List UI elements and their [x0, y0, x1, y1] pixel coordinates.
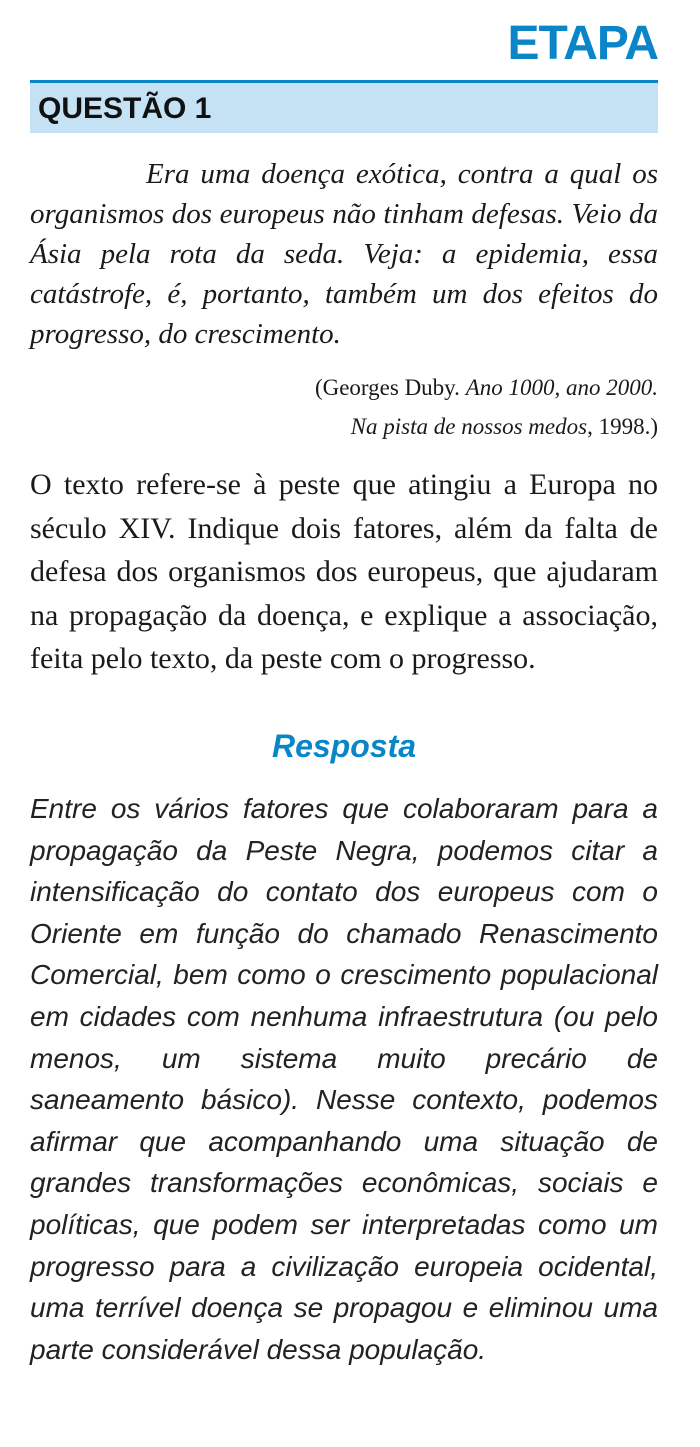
citation-title-line2: Na pista de nossos medos: [350, 414, 588, 439]
answer-heading: Resposta: [271, 728, 417, 764]
quote-citation: [30, 368, 658, 446]
answer-body: Entre os vários fatores que colaboraram para a propagação da Peste Negra, podemos citar a intensificação do contato dos europeus com o Oriente em função do chamado Renascimento Comercial, bem como o crescimento populacional em cidades com nenhuma infraestrutura (ou pelo menos, um sistema muito precário de saneamento básico). Nesse contexto, podemos afirmar que acompanhando uma situação de grandes transformações econômicas, sociais e políticas, que podem ser interpretadas como um progresso para a civilização europeia ocidental, uma terrível doença se propagou e eliminou uma parte considerável dessa população.: [30, 793, 658, 1365]
citation-title-line1: Ano 1000, ano 2000.: [465, 375, 658, 400]
brand-logo: ETAPA: [507, 17, 658, 70]
question-title: QUESTÃO 1: [38, 92, 212, 125]
question-prompt: O texto refere-se à peste que atingiu a Europa no século XIV. Indique dois fatores, além da falta de defesa dos organismos dos europeus, que ajudaram na propagação da doença, e explique a associação, feita pelo texto, da peste com o progresso.: [30, 468, 658, 675]
epigraph-quote: Era uma doença exótica, contra a qual os organismos dos europeus não tinham defesas. Veio da Ásia pela rota da seda. Veja: a epidemia, essa catástrofe, é, portanto, também um dos efeitos do progresso, do crescimento.: [30, 158, 658, 350]
citation-author: (Georges Duby.: [314, 375, 466, 400]
citation-year: , 1998.): [587, 414, 658, 439]
question-header-bar: [30, 83, 658, 133]
